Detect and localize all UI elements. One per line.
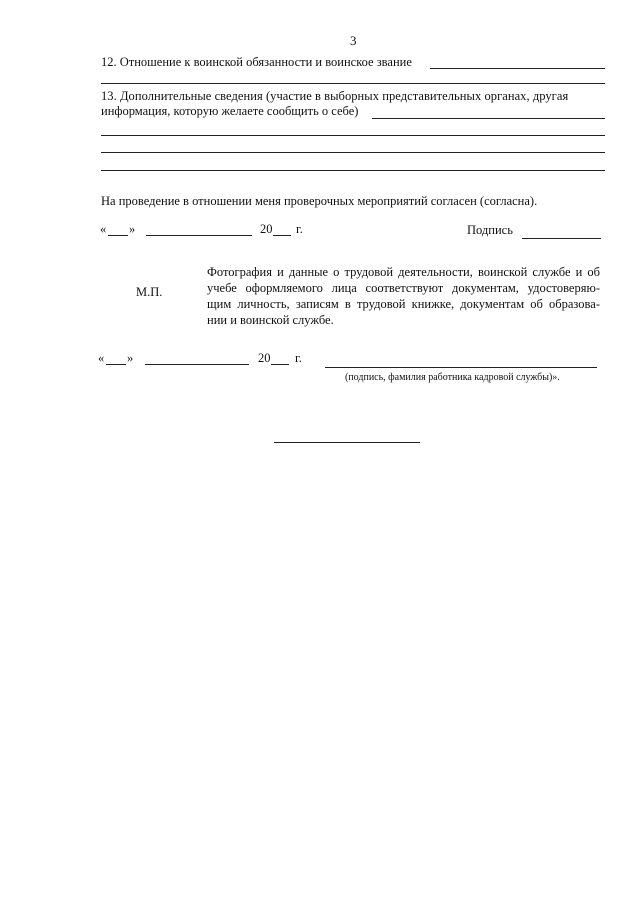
date1-year-prefix: 20: [260, 222, 273, 236]
item12-label: 12. Отношение к воинской обязанности и воинское звание: [101, 55, 412, 69]
item13-line1: 13. Дополнительные сведения (участие в выборных представительных органах, другая: [101, 89, 569, 103]
signature-field[interactable]: [522, 238, 601, 239]
item13-answer-line-3[interactable]: [101, 152, 605, 153]
hr-signature-caption: (подпись, фамилия работника кадровой службы)».: [345, 372, 560, 383]
date1-open-quote: «: [100, 222, 107, 236]
date1-month-field[interactable]: [146, 235, 252, 236]
date2-close-quote: »: [127, 351, 134, 365]
item13-answer-line-4[interactable]: [101, 170, 605, 171]
date1-day-field[interactable]: [108, 235, 128, 236]
item13-line2: информация, которую желаете сообщить о себе): [101, 104, 359, 118]
verification-line-3: щим личность, записям в трудовой книжке, документам об образова-: [207, 297, 600, 311]
item12-extra-line[interactable]: [101, 83, 605, 84]
page-number: 3: [350, 33, 357, 48]
verification-line-2: учебе оформляемого лица соответствуют документам, удостоверяю-: [207, 281, 600, 295]
verification-paragraph: [207, 264, 600, 328]
date1-year-suffix: г.: [296, 222, 303, 236]
stamp-label: М.П.: [136, 285, 163, 299]
item13-answer-line-2[interactable]: [101, 135, 605, 136]
item13-answer-line-1[interactable]: [372, 118, 605, 119]
date2-year-prefix: 20: [258, 351, 271, 365]
date2-year-field[interactable]: [271, 364, 289, 365]
date1-close-quote: »: [129, 222, 136, 236]
date2-day-field[interactable]: [106, 364, 126, 365]
date2-open-quote: «: [98, 351, 105, 365]
verification-line-1: Фотография и данные о трудовой деятельности, воинской службе и об: [207, 265, 600, 279]
item12-answer-line[interactable]: [430, 68, 605, 69]
consent-text: На проведение в отношении меня проверочных мероприятий согласен (согласна).: [101, 194, 538, 208]
verification-line-4: нии и воинской службе.: [207, 313, 334, 327]
signature-label: Подпись: [467, 223, 513, 237]
hr-signature-field[interactable]: [325, 367, 597, 368]
closing-divider: [274, 442, 420, 443]
date2-year-suffix: г.: [295, 351, 302, 365]
date2-month-field[interactable]: [145, 364, 249, 365]
date1-year-field[interactable]: [273, 235, 291, 236]
